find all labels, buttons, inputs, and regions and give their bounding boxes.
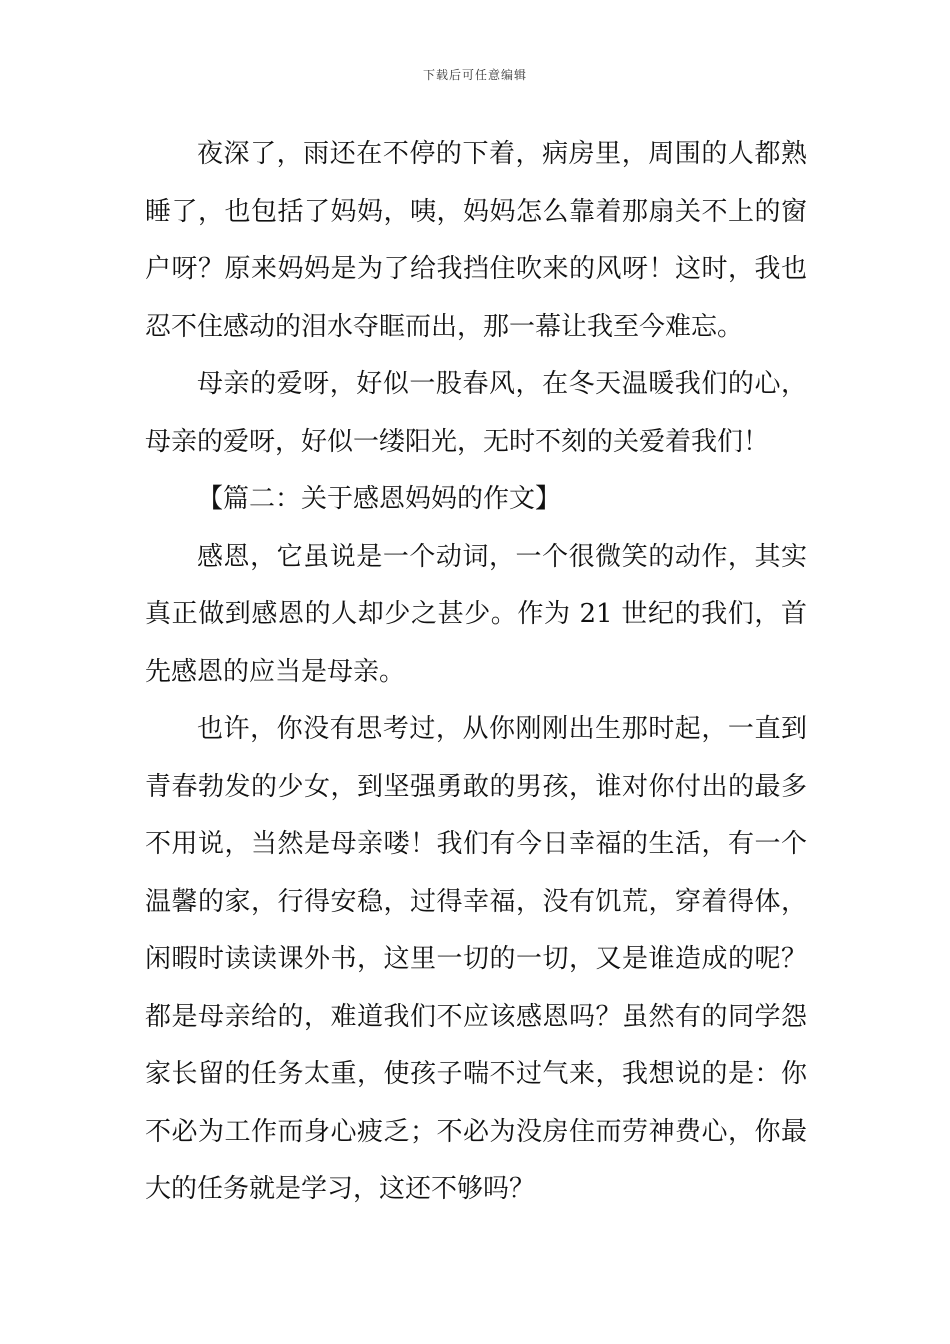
paragraph-gratitude: 感恩，它虽说是一个动词，一个很微笑的动作，其实真正做到感恩的人却少之甚少。作为 21 世纪的我们，首先感恩的应当是母亲。: [145, 541, 807, 687]
paragraph-mothers-love: 母亲的爱呀，好似一股春风，在冬天温暖我们的心，母亲的爱呀，好似一缕阳光，无时不刻的关爱着我们！: [145, 369, 807, 457]
paragraph-hospital-night: 夜深了，雨还在不停的下着，病房里，周围的人都熟睡了，也包括了妈妈，咦，妈妈怎么靠着那扇关不上的窗户呀？原来妈妈是为了给我挡住吹来的风呀！这时，我也忍不住感动的泪水夺眶而出，那一幕让我至今难忘。: [145, 139, 807, 342]
page-header: 下载后可任意编辑: [422, 68, 527, 82]
section-title: 【篇二：关于感恩妈妈的作文】: [197, 484, 562, 514]
paragraph-reflection: 也许，你没有思考过，从你刚刚出生那时起，一直到青春勃发的少女，到坚强勇敢的男孩，谁对你付出的最多不用说，当然是母亲喽！我们有今日幸福的生活，有一个温馨的家，行得安稳，过得幸福，没有饥荒，穿着得体，闲暇时读读课外书，这里一切的一切，又是谁造成的呢？都是母亲给的，难道我们不应该感恩吗？虽然有的同学怨家长留的任务太重，使孩子喘不过气来，我想说的是：你不必为工作而身心疲乏；不必为没房住而劳神费心，你最大的任务就是学习，这还不够吗？: [145, 714, 807, 1204]
document-body: [145, 126, 807, 1219]
